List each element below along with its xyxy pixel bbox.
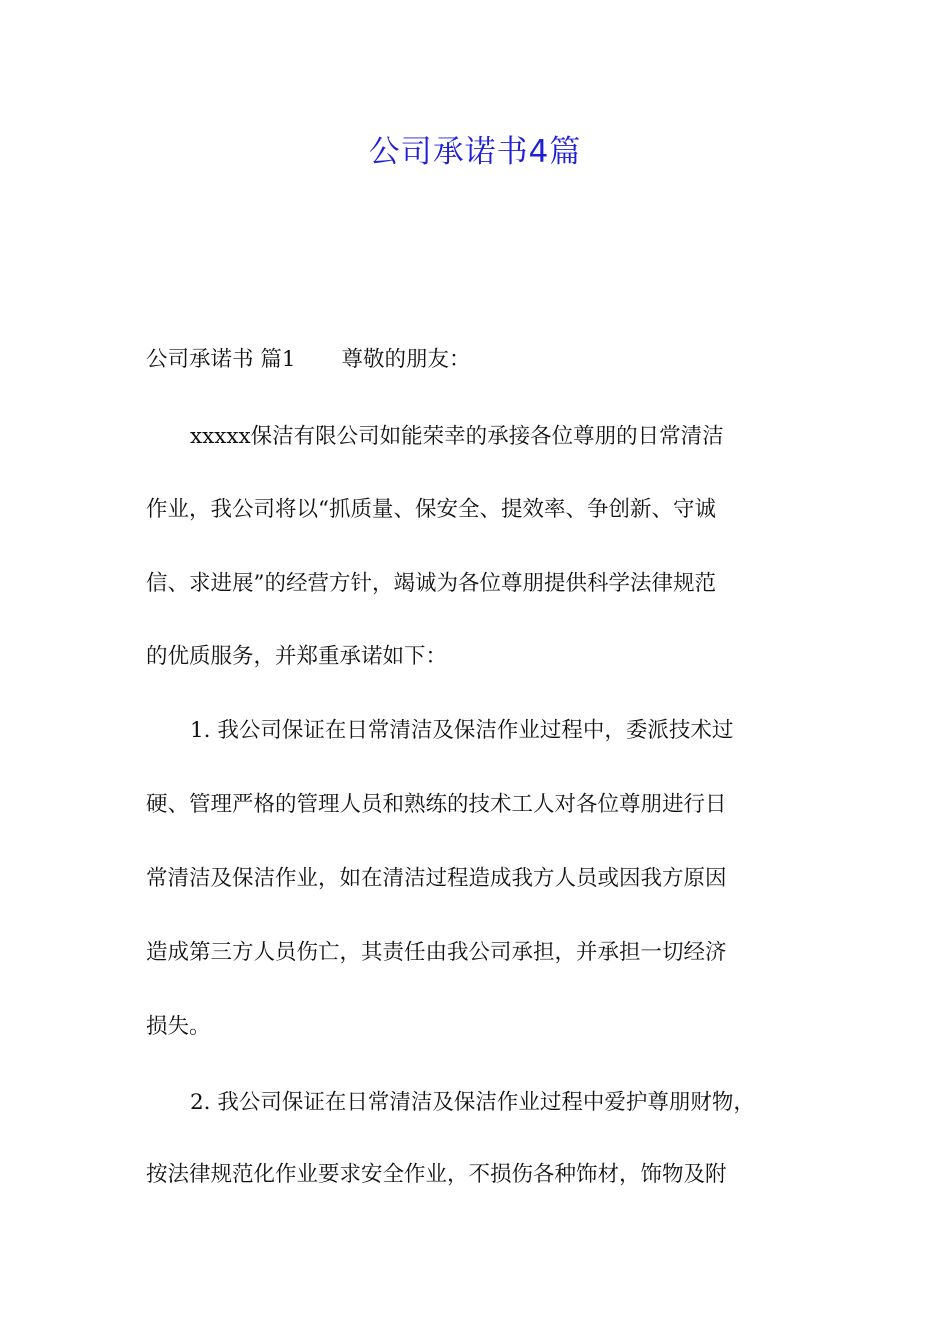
body-line: 的优质服务，并郑重承诺如下： [146, 644, 448, 669]
body-line: 按法律规范化作业要求安全作业，不损伤各种饰材，饰物及附 [146, 1162, 727, 1187]
salutation: 尊敬的朋友： [341, 347, 471, 372]
body-line: 作业，我公司将以“抓质量、保安全、提效率、争创新、守诚 [146, 497, 716, 522]
heading-line [146, 345, 471, 375]
body-line: 损失。 [146, 1014, 211, 1039]
body-line: 1. 我公司保证在日常清洁及保洁作业过程中，委派技术过 [190, 718, 734, 743]
body-line: 造成第三方人员伤亡，其责任由我公司承担，并承担一切经济 [146, 940, 727, 965]
body-line: 2. 我公司保证在日常清洁及保洁作业过程中爱护尊朋财物， [190, 1090, 755, 1115]
body-line: 常清洁及保洁作业，如在清洁过程造成我方人员或因我方原因 [146, 866, 727, 891]
body-line: 硬、管理严格的管理人员和熟练的技术工人对各位尊朋进行日 [146, 792, 727, 817]
body-line: 信、求进展”的经营方针，竭诚为各位尊朋提供科学法律规范 [146, 571, 716, 596]
body-line: xxxxx保洁有限公司如能荣幸的承接各位尊朋的日常清洁 [190, 424, 724, 449]
document-title: 公司承诺书4篇 [368, 134, 582, 170]
section-heading: 公司承诺书 篇1 [146, 347, 296, 372]
